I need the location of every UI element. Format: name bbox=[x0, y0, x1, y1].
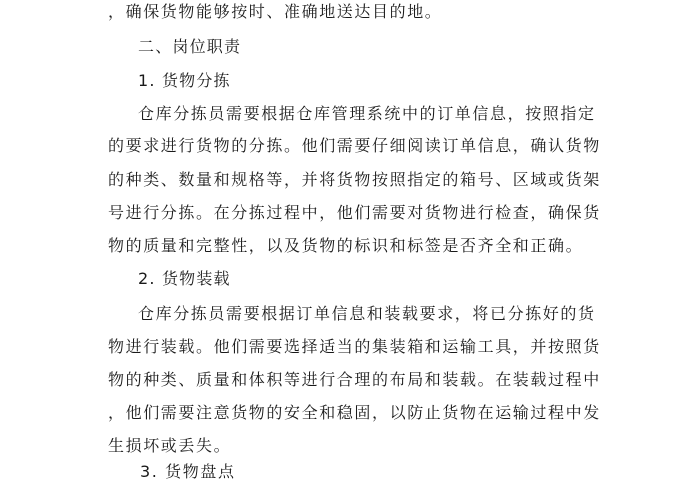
subsection-title-1: 1. 货物分拣 bbox=[138, 71, 231, 90]
paragraph-2-line-1: 仓库分拣员需要根据订单信息和装载要求，将已分拣好的货 bbox=[138, 304, 596, 323]
paragraph-2-line-3: 物的种类、质量和体积等进行合理的布局和装载。在装载过程中 bbox=[108, 370, 601, 389]
paragraph-1-line-2: 的要求进行货物的分拣。他们需要仔细阅读订单信息，确认货物 bbox=[108, 136, 601, 155]
paragraph-1-line-5: 物的质量和完整性，以及货物的标识和标签是否齐全和正确。 bbox=[108, 236, 584, 255]
paragraph-1-line-1: 仓库分拣员需要根据仓库管理系统中的订单信息，按照指定 bbox=[138, 104, 596, 123]
paragraph-2-line-4: ，他们需要注意货物的安全和稳固，以防止货物在运输过程中发 bbox=[108, 403, 601, 422]
paragraph-1-line-3: 的种类、数量和规格等，并将货物按照指定的箱号、区域或货架 bbox=[108, 170, 601, 189]
subsection-title-2: 2. 货物装载 bbox=[138, 269, 231, 288]
paragraph-1-line-4: 号进行分拣。在分拣过程中，他们需要对货物进行检查，确保货 bbox=[108, 203, 601, 222]
paragraph-2-line-2: 物进行装载。他们需要选择适当的集装箱和运输工具，并按照货 bbox=[108, 337, 601, 356]
paragraph-2-line-5: 生损坏或丢失。 bbox=[108, 436, 232, 455]
cut-off-heading: 3. 货物盘点 bbox=[140, 462, 236, 481]
section-title: 二、岗位职责 bbox=[138, 37, 242, 56]
intro-tail-line: ，确保货物能够按时、准确地送达目的地。 bbox=[108, 2, 443, 21]
